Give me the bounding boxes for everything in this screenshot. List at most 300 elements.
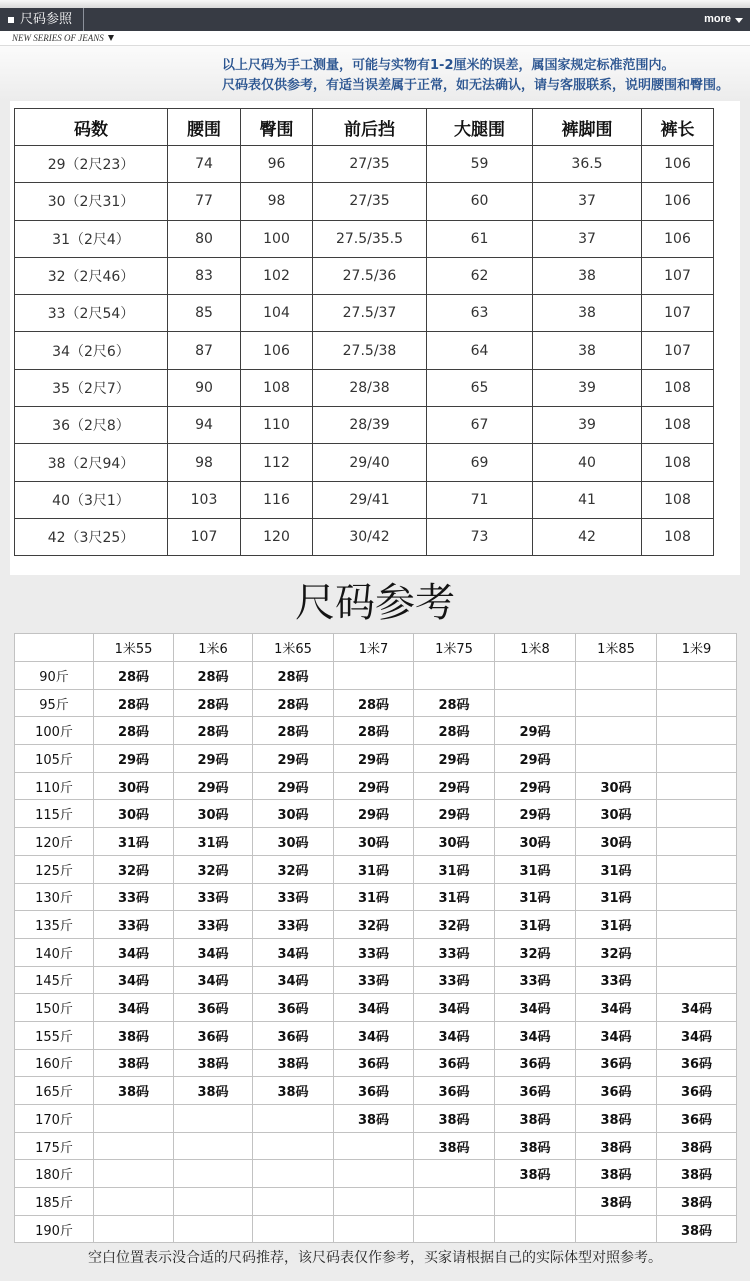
measurement-cell: 37 xyxy=(533,183,642,220)
recommended-size-cell: 38码 xyxy=(94,1021,174,1049)
weight-label-cell: 175斤 xyxy=(15,1132,94,1160)
recommended-size-cell: 38码 xyxy=(174,1049,253,1077)
measurement-cell: 90 xyxy=(168,369,241,406)
measurement-cell: 106 xyxy=(241,332,313,369)
height-header-cell: 1米8 xyxy=(495,634,576,662)
recommended-size-cell: 38码 xyxy=(657,1160,737,1188)
empty-size-cell xyxy=(657,855,737,883)
reference-row xyxy=(15,745,737,773)
recommended-size-cell: 32码 xyxy=(94,855,174,883)
empty-size-cell xyxy=(94,1105,174,1133)
recommended-size-cell: 29码 xyxy=(94,745,174,773)
recommended-size-cell: 34码 xyxy=(174,966,253,994)
recommended-size-cell: 29码 xyxy=(253,745,334,773)
recommended-size-cell: 29码 xyxy=(174,772,253,800)
size-code-cell: 42（3尺25） xyxy=(15,518,168,555)
recommended-size-cell: 34码 xyxy=(253,938,334,966)
reference-row xyxy=(15,1049,737,1077)
measurement-cell: 27.5/38 xyxy=(313,332,427,369)
measure-table-body xyxy=(15,146,714,556)
size-code-cell: 29（2尺23） xyxy=(15,146,168,183)
measurement-cell: 108 xyxy=(642,481,714,518)
measure-header-row xyxy=(15,109,714,146)
recommended-size-cell: 34码 xyxy=(495,1021,576,1049)
more-link[interactable] xyxy=(704,8,743,31)
size-code-cell: 34（2尺6） xyxy=(15,332,168,369)
weight-label-cell: 105斤 xyxy=(15,745,94,773)
measurement-cell: 108 xyxy=(241,369,313,406)
subtitle-row xyxy=(0,31,750,46)
size-code-cell: 31（2尺4） xyxy=(15,220,168,257)
measurement-cell: 38 xyxy=(533,295,642,332)
measurement-cell: 106 xyxy=(642,183,714,220)
weight-label-cell: 165斤 xyxy=(15,1077,94,1105)
recommended-size-cell: 29码 xyxy=(495,745,576,773)
reference-row xyxy=(15,1132,737,1160)
empty-size-cell xyxy=(657,911,737,939)
empty-size-cell xyxy=(495,689,576,717)
measure-row xyxy=(15,444,714,481)
measurement-cell: 71 xyxy=(427,481,533,518)
weight-label-cell: 155斤 xyxy=(15,1021,94,1049)
measurement-cell: 61 xyxy=(427,220,533,257)
recommended-size-cell: 30码 xyxy=(334,828,414,856)
reference-row xyxy=(15,1188,737,1216)
empty-size-cell xyxy=(414,1188,495,1216)
empty-size-cell xyxy=(174,1215,253,1243)
empty-size-cell xyxy=(495,1215,576,1243)
recommended-size-cell: 38码 xyxy=(253,1049,334,1077)
height-header-cell: 1米65 xyxy=(253,634,334,662)
recommended-size-cell: 28码 xyxy=(174,717,253,745)
reference-row xyxy=(15,911,737,939)
recommended-size-cell: 38码 xyxy=(495,1160,576,1188)
recommended-size-cell: 30码 xyxy=(495,828,576,856)
recommended-size-cell: 38码 xyxy=(495,1132,576,1160)
measure-row xyxy=(15,369,714,406)
measurement-cell: 67 xyxy=(427,407,533,444)
measurement-cell: 27.5/37 xyxy=(313,295,427,332)
measurement-cell: 100 xyxy=(241,220,313,257)
recommended-size-cell: 32码 xyxy=(576,938,657,966)
measurement-cell: 27.5/36 xyxy=(313,257,427,294)
reference-row xyxy=(15,689,737,717)
measurement-cell: 29/41 xyxy=(313,481,427,518)
empty-size-cell xyxy=(576,745,657,773)
empty-size-cell xyxy=(253,1215,334,1243)
reference-row xyxy=(15,966,737,994)
reference-row xyxy=(15,1215,737,1243)
measurement-cell: 36.5 xyxy=(533,146,642,183)
recommended-size-cell: 34码 xyxy=(94,938,174,966)
measurement-cell: 98 xyxy=(241,183,313,220)
recommended-size-cell: 33码 xyxy=(414,938,495,966)
reference-row xyxy=(15,1077,737,1105)
measure-header-cell: 臀围 xyxy=(241,109,313,146)
recommended-size-cell: 31码 xyxy=(576,883,657,911)
height-header-cell: 1米55 xyxy=(94,634,174,662)
recommended-size-cell: 38码 xyxy=(174,1077,253,1105)
empty-size-cell xyxy=(657,883,737,911)
recommended-size-cell: 32码 xyxy=(174,855,253,883)
measure-header-cell: 裤长 xyxy=(642,109,714,146)
recommended-size-cell: 29码 xyxy=(414,745,495,773)
recommended-size-cell: 28码 xyxy=(253,662,334,690)
empty-size-cell xyxy=(94,1215,174,1243)
recommended-size-cell: 31码 xyxy=(94,828,174,856)
recommended-size-cell: 38码 xyxy=(657,1215,737,1243)
measurement-cell: 116 xyxy=(241,481,313,518)
recommended-size-cell: 34码 xyxy=(495,994,576,1022)
measurement-cell: 60 xyxy=(427,183,533,220)
caret-down-icon[interactable] xyxy=(735,18,743,23)
measurement-cell: 85 xyxy=(168,295,241,332)
empty-size-cell xyxy=(657,717,737,745)
measurement-cell: 80 xyxy=(168,220,241,257)
empty-size-cell xyxy=(657,745,737,773)
measure-row xyxy=(15,518,714,555)
empty-size-cell xyxy=(576,662,657,690)
measurement-cell: 104 xyxy=(241,295,313,332)
recommended-size-cell: 28码 xyxy=(94,717,174,745)
reference-row xyxy=(15,1021,737,1049)
recommended-size-cell: 31码 xyxy=(495,911,576,939)
measure-row xyxy=(15,332,714,369)
height-header-cell: 1米85 xyxy=(576,634,657,662)
recommended-size-cell: 34码 xyxy=(414,994,495,1022)
measurement-notes xyxy=(222,56,729,96)
reference-row xyxy=(15,772,737,800)
recommended-size-cell: 36码 xyxy=(576,1077,657,1105)
weight-label-cell: 90斤 xyxy=(15,662,94,690)
measurement-cell: 106 xyxy=(642,146,714,183)
recommended-size-cell: 33码 xyxy=(94,911,174,939)
recommended-size-cell: 33码 xyxy=(576,966,657,994)
measurement-cell: 98 xyxy=(168,444,241,481)
empty-size-cell xyxy=(174,1105,253,1133)
recommended-size-cell: 28码 xyxy=(174,662,253,690)
recommended-size-cell: 31码 xyxy=(495,883,576,911)
recommended-size-cell: 38码 xyxy=(94,1077,174,1105)
recommended-size-cell: 30码 xyxy=(576,828,657,856)
weight-label-cell: 160斤 xyxy=(15,1049,94,1077)
weight-label-cell: 100斤 xyxy=(15,717,94,745)
recommended-size-cell: 36码 xyxy=(414,1077,495,1105)
measure-row xyxy=(15,146,714,183)
section-header-bar xyxy=(0,8,750,31)
recommended-size-cell: 30码 xyxy=(174,800,253,828)
recommended-size-cell: 29码 xyxy=(334,745,414,773)
measurement-cell: 83 xyxy=(168,257,241,294)
measure-row xyxy=(15,407,714,444)
empty-size-cell xyxy=(576,1215,657,1243)
measurement-cell: 107 xyxy=(642,295,714,332)
measurement-cell: 96 xyxy=(241,146,313,183)
size-code-cell: 32（2尺46） xyxy=(15,257,168,294)
recommended-size-cell: 36码 xyxy=(334,1049,414,1077)
recommended-size-cell: 28码 xyxy=(334,717,414,745)
recommended-size-cell: 31码 xyxy=(576,855,657,883)
empty-size-cell xyxy=(334,662,414,690)
measurement-cell: 28/39 xyxy=(313,407,427,444)
measurement-cell: 38 xyxy=(533,257,642,294)
recommended-size-cell: 30码 xyxy=(94,800,174,828)
recommended-size-cell: 30码 xyxy=(253,828,334,856)
series-subtitle xyxy=(12,31,114,45)
reference-row xyxy=(15,938,737,966)
height-header-cell: 1米9 xyxy=(657,634,737,662)
note-line-1: 以上尺码为手工测量，可能与实物有1-2厘米的误差，属国家规定标准范围内。 xyxy=(222,58,675,73)
recommended-size-cell: 31码 xyxy=(334,883,414,911)
recommended-size-cell: 36码 xyxy=(414,1049,495,1077)
measurement-cell: 107 xyxy=(642,332,714,369)
measurement-cell: 59 xyxy=(427,146,533,183)
recommended-size-cell: 30码 xyxy=(576,800,657,828)
empty-size-cell xyxy=(94,1160,174,1188)
recommended-size-cell: 38码 xyxy=(495,1105,576,1133)
recommended-size-cell: 33码 xyxy=(414,966,495,994)
recommended-size-cell: 31码 xyxy=(576,911,657,939)
recommended-size-cell: 29码 xyxy=(414,800,495,828)
measure-header-cell: 腰围 xyxy=(168,109,241,146)
empty-size-cell xyxy=(174,1132,253,1160)
measure-header-cell: 大腿围 xyxy=(427,109,533,146)
measurement-cell: 120 xyxy=(241,518,313,555)
size-code-cell: 30（2尺31） xyxy=(15,183,168,220)
measurement-cell: 27.5/35.5 xyxy=(313,220,427,257)
recommended-size-cell: 34码 xyxy=(94,966,174,994)
empty-size-cell xyxy=(253,1105,334,1133)
weight-label-cell: 95斤 xyxy=(15,689,94,717)
measure-header-cell: 裤脚围 xyxy=(533,109,642,146)
recommended-size-cell: 38码 xyxy=(414,1132,495,1160)
empty-size-cell xyxy=(334,1215,414,1243)
reference-title: 尺码参考 xyxy=(295,580,455,626)
measurement-cell: 107 xyxy=(642,257,714,294)
empty-size-cell xyxy=(334,1160,414,1188)
height-header-cell: 1米75 xyxy=(414,634,495,662)
empty-size-cell xyxy=(174,1188,253,1216)
reference-row xyxy=(15,855,737,883)
measurement-cell: 108 xyxy=(642,407,714,444)
weight-label-cell: 140斤 xyxy=(15,938,94,966)
reference-footnote: 空白位置表示没合适的尺码推荐，该尺码表仅作参考，买家请根据自己的实际体型对照参考。 xyxy=(88,1250,662,1266)
measurement-cell: 39 xyxy=(533,407,642,444)
size-reference-tab xyxy=(0,8,84,31)
recommended-size-cell: 30码 xyxy=(94,772,174,800)
recommended-size-cell: 38码 xyxy=(253,1077,334,1105)
measurement-cell: 30/42 xyxy=(313,518,427,555)
recommended-size-cell: 34码 xyxy=(657,994,737,1022)
measurement-cell: 103 xyxy=(168,481,241,518)
note-line-2: 尺码表仅供参考，有适当误差属于正常，如无法确认，请与客服联系，说明腰围和臀围。 xyxy=(222,78,730,93)
recommended-size-cell: 38码 xyxy=(414,1105,495,1133)
recommended-size-cell: 33码 xyxy=(334,938,414,966)
recommended-size-cell: 34码 xyxy=(576,994,657,1022)
empty-size-cell xyxy=(576,689,657,717)
measurement-cell: 40 xyxy=(533,444,642,481)
recommended-size-cell: 31码 xyxy=(414,883,495,911)
recommended-size-cell: 38码 xyxy=(657,1188,737,1216)
weight-label-cell: 110斤 xyxy=(15,772,94,800)
weight-label-cell: 170斤 xyxy=(15,1105,94,1133)
recommended-size-cell: 31码 xyxy=(414,855,495,883)
triangle-down-icon xyxy=(108,35,114,41)
recommended-size-cell: 31码 xyxy=(174,828,253,856)
recommended-size-cell: 34码 xyxy=(414,1021,495,1049)
recommended-size-cell: 32码 xyxy=(495,938,576,966)
weight-label-cell: 130斤 xyxy=(15,883,94,911)
measurement-cell: 39 xyxy=(533,369,642,406)
recommended-size-cell: 31码 xyxy=(334,855,414,883)
measurement-cell: 27/35 xyxy=(313,146,427,183)
size-code-cell: 33（2尺54） xyxy=(15,295,168,332)
recommended-size-cell: 28码 xyxy=(94,689,174,717)
reference-row xyxy=(15,717,737,745)
measure-row xyxy=(15,183,714,220)
recommended-size-cell: 28码 xyxy=(253,689,334,717)
reference-table-body xyxy=(15,662,737,1243)
reference-row xyxy=(15,662,737,690)
recommended-size-cell: 36码 xyxy=(657,1077,737,1105)
recommended-size-cell: 36码 xyxy=(657,1049,737,1077)
measurement-cell: 37 xyxy=(533,220,642,257)
recommended-size-cell: 28码 xyxy=(334,689,414,717)
empty-size-cell xyxy=(414,1160,495,1188)
recommended-size-cell: 33码 xyxy=(253,883,334,911)
recommended-size-cell: 36码 xyxy=(253,994,334,1022)
weight-label-cell: 180斤 xyxy=(15,1160,94,1188)
recommended-size-cell: 30码 xyxy=(253,800,334,828)
measurement-table xyxy=(14,108,714,556)
measurement-cell: 77 xyxy=(168,183,241,220)
recommended-size-cell: 34码 xyxy=(657,1021,737,1049)
reference-row xyxy=(15,800,737,828)
recommended-size-cell: 36码 xyxy=(174,1021,253,1049)
measurement-cell: 94 xyxy=(168,407,241,444)
measure-row xyxy=(15,295,714,332)
recommended-size-cell: 29码 xyxy=(334,772,414,800)
recommended-size-cell: 34码 xyxy=(334,1021,414,1049)
recommended-size-cell: 36码 xyxy=(253,1021,334,1049)
square-bullet-icon xyxy=(8,17,14,23)
recommended-size-cell: 33码 xyxy=(94,883,174,911)
measurement-cell: 102 xyxy=(241,257,313,294)
weight-label-cell: 190斤 xyxy=(15,1215,94,1243)
size-code-cell: 40（3尺1） xyxy=(15,481,168,518)
recommended-size-cell: 31码 xyxy=(495,855,576,883)
empty-size-cell xyxy=(253,1132,334,1160)
recommended-size-cell: 29码 xyxy=(495,717,576,745)
height-header-cell: 1米7 xyxy=(334,634,414,662)
measure-row xyxy=(15,257,714,294)
empty-size-cell xyxy=(657,689,737,717)
reference-row xyxy=(15,1160,737,1188)
recommended-size-cell: 34码 xyxy=(94,994,174,1022)
top-strip xyxy=(0,0,750,8)
measurement-cell: 62 xyxy=(427,257,533,294)
section-title: 尺码参照 xyxy=(20,12,73,27)
weight-label-cell: 185斤 xyxy=(15,1188,94,1216)
measure-row xyxy=(15,220,714,257)
recommended-size-cell: 36码 xyxy=(576,1049,657,1077)
recommended-size-cell: 29码 xyxy=(334,800,414,828)
empty-size-cell xyxy=(657,828,737,856)
recommended-size-cell: 38码 xyxy=(657,1132,737,1160)
recommended-size-cell: 34码 xyxy=(334,994,414,1022)
measurement-cell: 87 xyxy=(168,332,241,369)
reference-row xyxy=(15,994,737,1022)
measurement-cell: 28/38 xyxy=(313,369,427,406)
empty-size-cell xyxy=(495,662,576,690)
empty-size-cell xyxy=(657,772,737,800)
empty-size-cell xyxy=(657,938,737,966)
empty-size-cell xyxy=(174,1160,253,1188)
recommended-size-cell: 30码 xyxy=(414,828,495,856)
recommended-size-cell: 29码 xyxy=(174,745,253,773)
weight-label-cell: 120斤 xyxy=(15,828,94,856)
empty-size-cell xyxy=(657,662,737,690)
recommended-size-cell: 36码 xyxy=(657,1105,737,1133)
measure-header-cell: 码数 xyxy=(15,109,168,146)
recommended-size-cell: 28码 xyxy=(253,717,334,745)
recommended-size-cell: 33码 xyxy=(334,966,414,994)
empty-size-cell xyxy=(657,966,737,994)
measurement-cell: 110 xyxy=(241,407,313,444)
weight-label-cell: 135斤 xyxy=(15,911,94,939)
recommended-size-cell: 28码 xyxy=(94,662,174,690)
size-code-cell: 36（2尺8） xyxy=(15,407,168,444)
recommended-size-cell: 33码 xyxy=(174,911,253,939)
weight-label-cell: 150斤 xyxy=(15,994,94,1022)
recommended-size-cell: 33码 xyxy=(174,883,253,911)
measurement-cell: 112 xyxy=(241,444,313,481)
recommended-size-cell: 32码 xyxy=(253,855,334,883)
measurement-cell: 106 xyxy=(642,220,714,257)
recommended-size-cell: 38码 xyxy=(576,1105,657,1133)
recommended-size-cell: 29码 xyxy=(495,772,576,800)
measurement-cell: 107 xyxy=(168,518,241,555)
weight-label-cell: 115斤 xyxy=(15,800,94,828)
recommended-size-cell: 28码 xyxy=(414,717,495,745)
recommended-size-cell: 29码 xyxy=(414,772,495,800)
recommended-size-cell: 33码 xyxy=(253,911,334,939)
recommended-size-cell: 38码 xyxy=(576,1132,657,1160)
measurement-cell: 41 xyxy=(533,481,642,518)
measurement-cell: 29/40 xyxy=(313,444,427,481)
measurement-cell: 69 xyxy=(427,444,533,481)
more-label[interactable]: more xyxy=(704,13,731,25)
measurement-cell: 73 xyxy=(427,518,533,555)
measure-header-cell: 前后挡 xyxy=(313,109,427,146)
recommended-size-cell: 29码 xyxy=(495,800,576,828)
empty-size-cell xyxy=(253,1160,334,1188)
recommended-size-cell: 28码 xyxy=(414,689,495,717)
measurement-cell: 65 xyxy=(427,369,533,406)
measurement-cell: 108 xyxy=(642,444,714,481)
measurement-cell: 108 xyxy=(642,518,714,555)
empty-size-cell xyxy=(94,1188,174,1216)
measurement-cell: 42 xyxy=(533,518,642,555)
recommended-size-cell: 38码 xyxy=(576,1160,657,1188)
corner-cell xyxy=(15,634,94,662)
series-subtitle-text: NEW SERIES OF JEANS xyxy=(12,33,104,43)
recommended-size-cell: 29码 xyxy=(253,772,334,800)
recommended-size-cell: 32码 xyxy=(334,911,414,939)
reference-row xyxy=(15,1105,737,1133)
recommended-size-cell: 36码 xyxy=(334,1077,414,1105)
recommended-size-cell: 36码 xyxy=(495,1077,576,1105)
